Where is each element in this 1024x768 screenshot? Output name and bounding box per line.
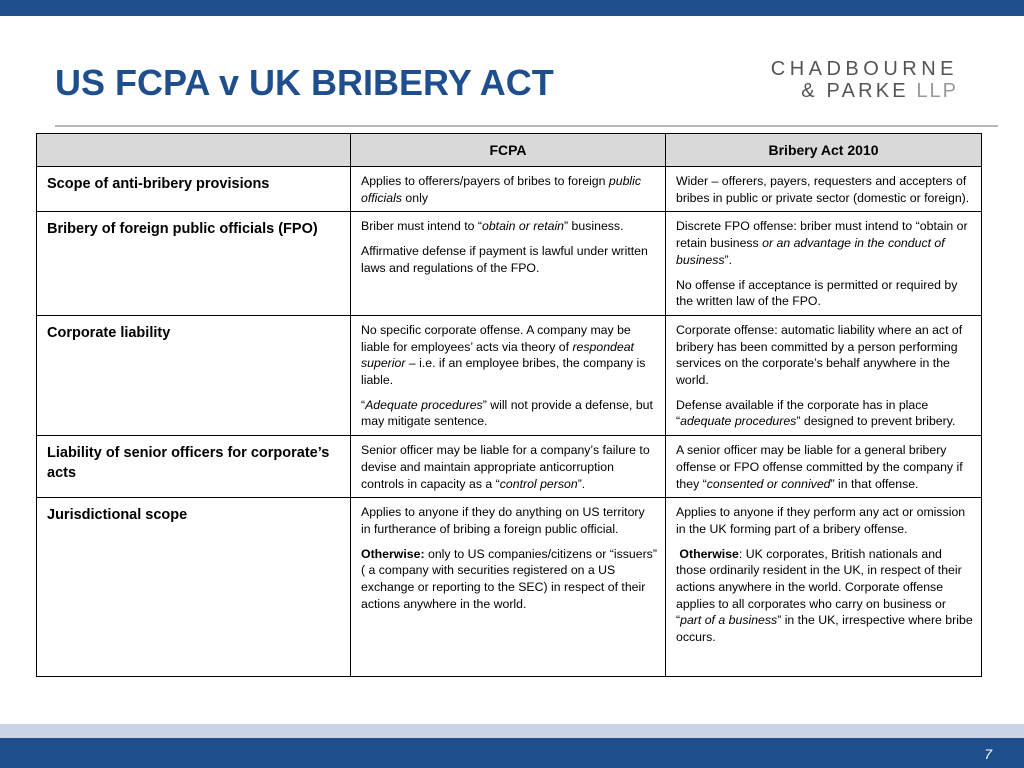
page-number: 7 bbox=[984, 746, 992, 762]
comparison-table bbox=[36, 133, 982, 677]
table-row bbox=[37, 212, 982, 316]
footer-bar bbox=[0, 738, 1024, 768]
bribery-act-cell bbox=[666, 315, 982, 435]
cell-paragraph: Corporate offense: automatic liability where an act of bribery has been committed by a person performing services on the corporate’s behalf anywhere in the world. bbox=[676, 322, 963, 388]
header-blank bbox=[37, 134, 351, 167]
row-label: Scope of anti-bribery provisions bbox=[37, 167, 351, 212]
cell-paragraph: Defense available if the corporate has in place “adequate procedures” designed to prevent bribery. bbox=[676, 397, 956, 429]
cell-paragraph: Otherwise: UK corporates, British nationals and those ordinarily resident in the UK, in respect of their actions anywhere in the world. Corporate offense applies to all corporates who carry on business or “part of a business” in the UK, irrespective where bribe occurs. bbox=[676, 546, 973, 645]
row-label: Liability of senior officers for corporate’s acts bbox=[37, 436, 351, 498]
row-label: Jurisdictional scope bbox=[37, 498, 351, 677]
table-row bbox=[37, 315, 982, 435]
logo-line-2 bbox=[771, 80, 958, 102]
cell-paragraph: “Adequate procedures” will not provide a defense, but may mitigate sentence. bbox=[361, 397, 653, 429]
cell-paragraph: Applies to offerers/payers of bribes to foreign public officials only bbox=[361, 174, 642, 205]
page-title: US FCPA v UK BRIBERY ACT bbox=[55, 62, 554, 103]
company-logo bbox=[771, 58, 958, 102]
cell-paragraph: Senior officer may be liable for a company’s failure to devise and maintain appropriate anticorruption controls in capacity as a “control person”. bbox=[361, 443, 650, 491]
cell-paragraph: Applies to anyone if they do anything on US territory in furtherance of bribing a foreign public official. bbox=[361, 505, 645, 536]
header-fcpa: FCPA bbox=[351, 134, 666, 167]
bribery-act-cell bbox=[666, 167, 982, 212]
cell-paragraph: Affirmative defense if payment is lawful under written laws and regulations of the FPO. bbox=[361, 244, 648, 275]
cell-paragraph: Applies to anyone if they perform any act or omission in the UK forming part of a bribery offense. bbox=[676, 505, 966, 536]
cell-paragraph: Otherwise: only to US companies/citizens or “issuers” ( a company with securities registered on a US exchange or reporting to the SEC) in respect of their actions anywhere in the world. bbox=[361, 546, 657, 611]
footer-light-band bbox=[0, 724, 1024, 738]
cell-paragraph: No offense if acceptance is permitted or required by the written law of the FPO. bbox=[676, 277, 958, 309]
table-row bbox=[37, 498, 982, 677]
bribery-act-cell bbox=[666, 436, 982, 498]
cell-paragraph: Discrete FPO offense: briber must intend to “obtain or retain business or an advantage in the conduct of business”. bbox=[676, 219, 968, 267]
row-label: Corporate liability bbox=[37, 315, 351, 435]
table-header-row bbox=[37, 134, 982, 167]
cell-paragraph: Briber must intend to “obtain or retain” business. bbox=[361, 219, 624, 234]
fcpa-cell bbox=[351, 436, 666, 498]
bribery-act-cell bbox=[666, 498, 982, 677]
top-banner bbox=[0, 0, 1024, 16]
row-label: Bribery of foreign public officials (FPO) bbox=[37, 212, 351, 316]
table-row bbox=[37, 436, 982, 498]
title-divider bbox=[55, 125, 998, 127]
logo-line-1: CHADBOURNE bbox=[770, 58, 958, 80]
cell-paragraph: A senior officer may be liable for a general bribery offense or FPO offense committed by the company if they “consented or connived” in that offense. bbox=[676, 443, 963, 491]
logo-line-2-name: & PARKE bbox=[801, 80, 909, 102]
logo-llp: LLP bbox=[908, 80, 958, 102]
fcpa-cell bbox=[351, 498, 666, 677]
cell-paragraph: No specific corporate offense. A company may be liable for employees’ acts via theory of respondeat superior – i.e. if an employee bribes, the company is liable. bbox=[361, 322, 646, 388]
table-row bbox=[37, 167, 982, 212]
fcpa-cell bbox=[351, 212, 666, 316]
bribery-act-cell bbox=[666, 212, 982, 316]
cell-paragraph: Wider – offerers, payers, requesters and accepters of bribes in public or private sector (domestic or foreign). bbox=[676, 174, 970, 205]
header-bribery-act: Bribery Act 2010 bbox=[666, 134, 982, 167]
fcpa-cell bbox=[351, 167, 666, 212]
fcpa-cell bbox=[351, 315, 666, 435]
